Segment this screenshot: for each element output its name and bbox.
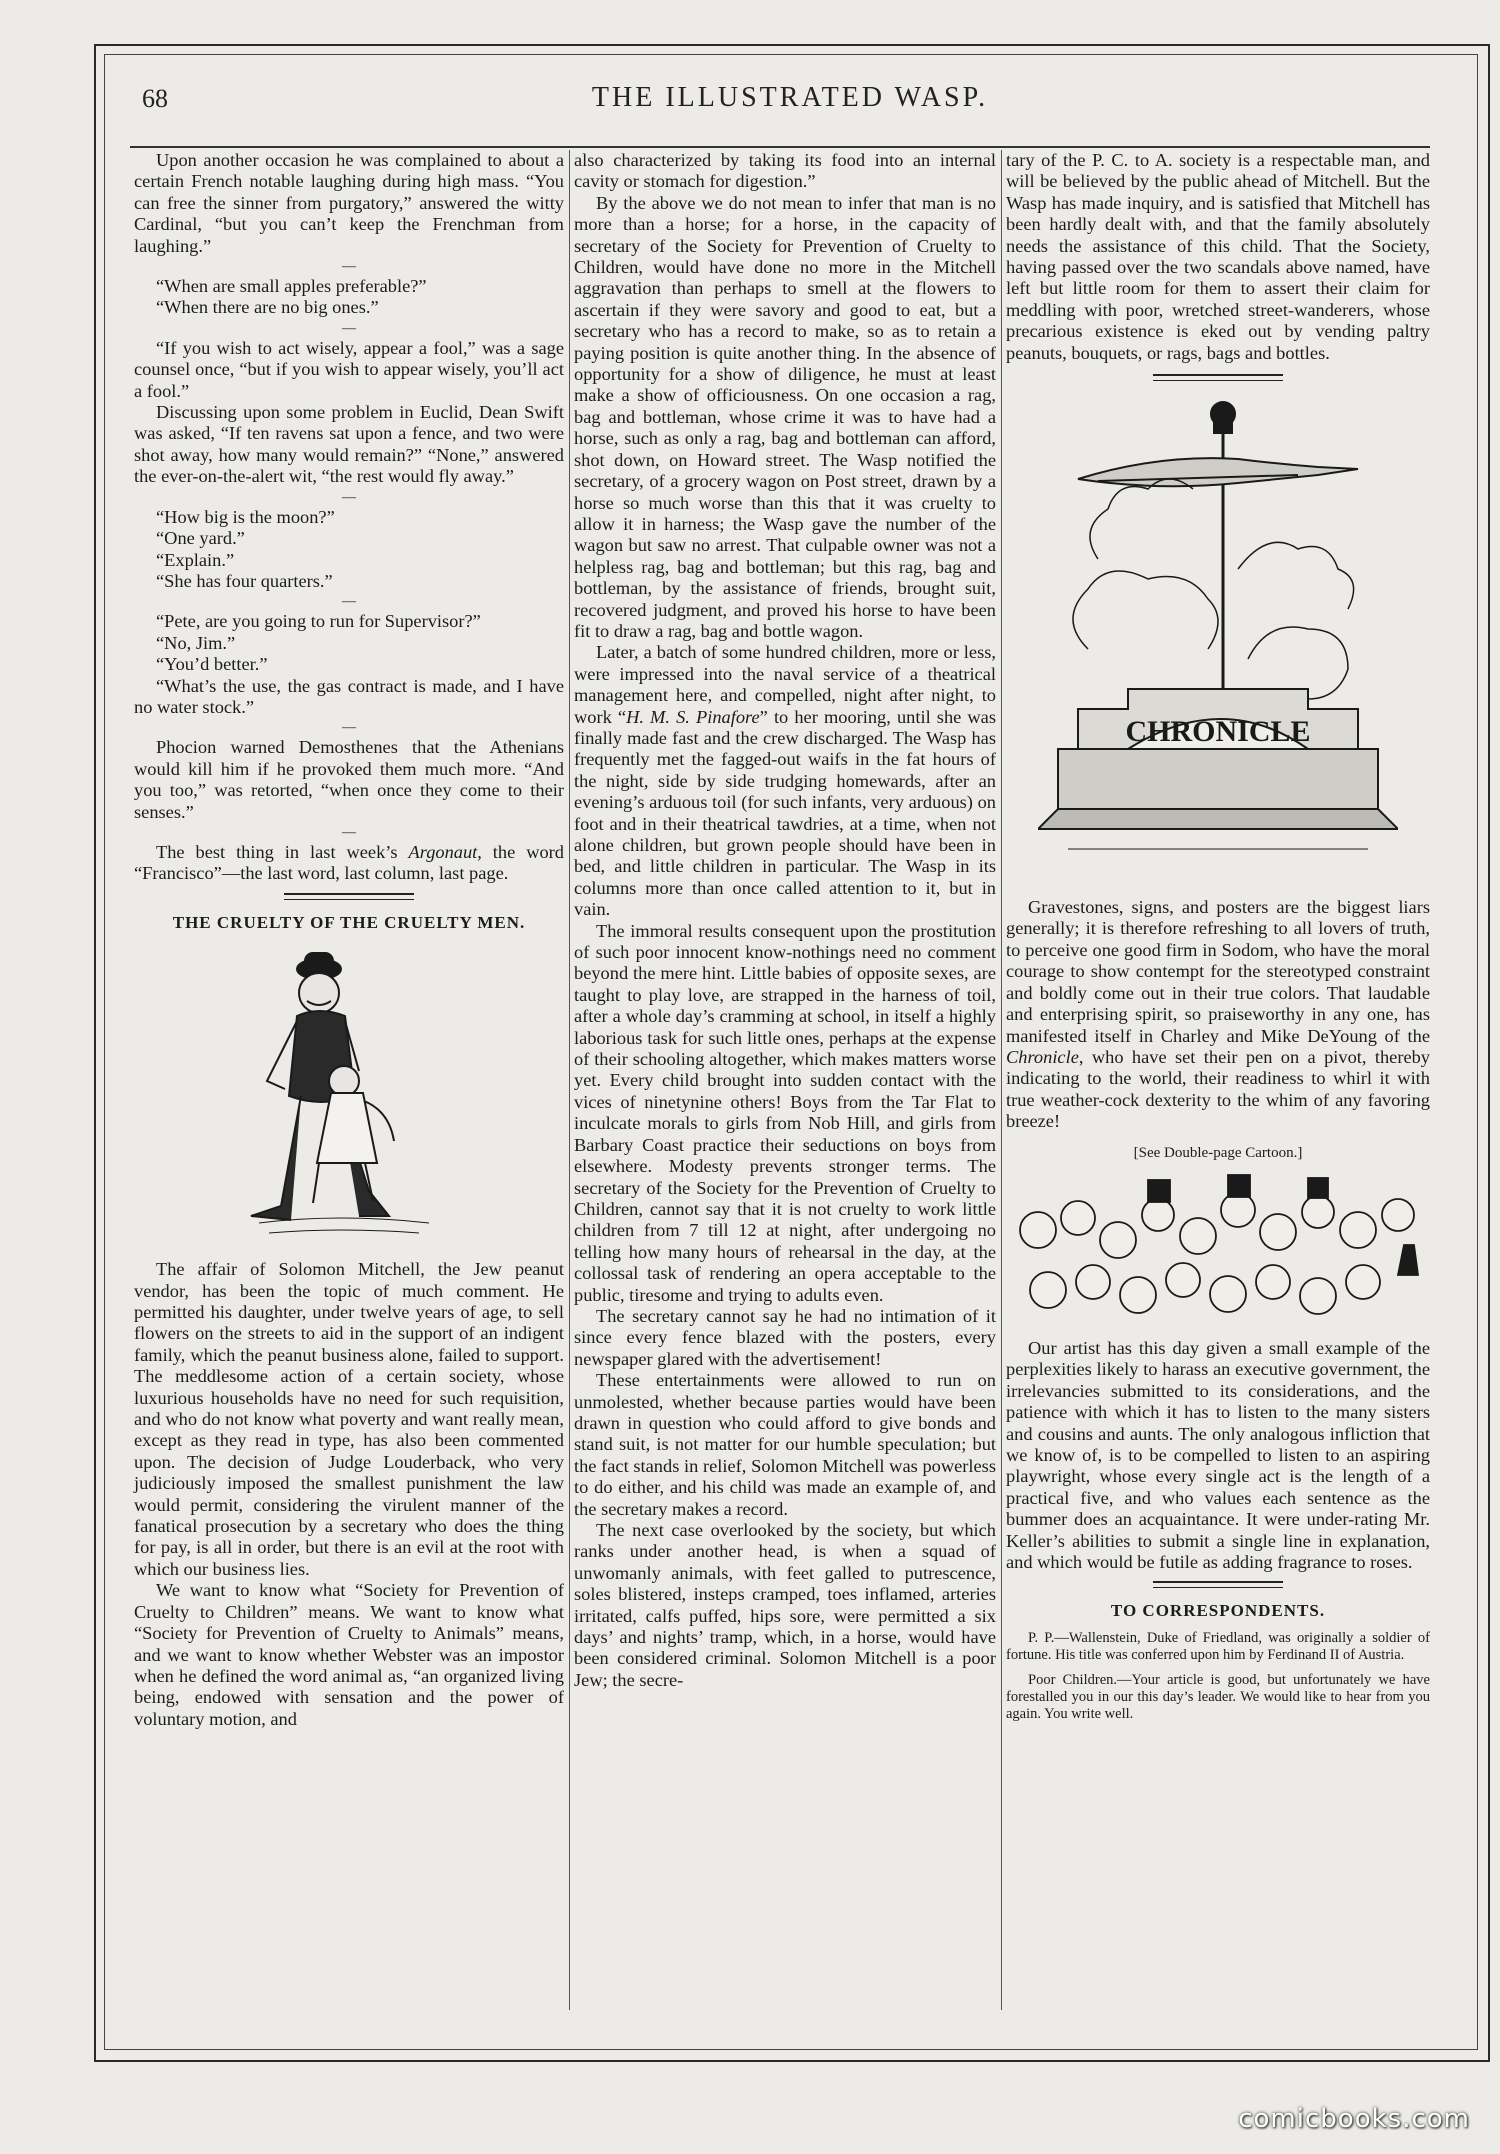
paragraph: The affair of Solomon Mitchell, the Jew peanut vendor, has been the topic of much comment. He permitted his daughter, under twelve years of age, to sell flowers on the streets to aid in the support of an indigent family, which the peanut business alone, failed to support. The meddlesome action of a certain society, whose luxurious households have no need for such requisition, and who do not know what poverty and want really mean, except as they read in type, has also been commented upon. The decision of Judge Louderback, who very judiciously imposed the smallest punishment the law would permit, considering the virulent manner of the fanatical prosecution by a secretary who does the thing for pay, is all in order, but there is an evil at the root with which our business lies. xyxy=(134,1259,564,1579)
column-3 xyxy=(1006,150,1430,1723)
section-rule xyxy=(1153,1581,1283,1588)
column-2 xyxy=(574,150,996,1691)
chronicle-sign-text: CHRONICLE xyxy=(1125,715,1311,749)
paragraph: Phocion warned Demosthenes that the Athenians would kill him if he provoked them much more. “And you too,” was retorted, “when once they come to their senses.” xyxy=(134,737,564,822)
correspondent-note: Poor Children.—Your article is good, but unfortunately we have forestalled you in our this day’s leader. We would like to hear from you again. You write well. xyxy=(1006,1671,1430,1722)
paragraph: We want to know what “Society for Prevention of Cruelty to Children” means. We want to know what “Society for Prevention of Cruelty to Animals” means, and we want to know whether Webster was an impostor when he defined the word animal as, “an organized living being, endowed with sensation and the power of voluntary motion, and xyxy=(134,1580,564,1729)
cartoon-caption: [See Double-page Cartoon.] xyxy=(1133,1144,1303,1161)
column-1 xyxy=(134,150,564,1730)
paragraph: By the above we do not mean to infer that man is no more than a horse; for a horse, in the capacity of secretary of the Society for Prevention of Cruelty to Children, would have done no more in the Mitchell aggravation than perhaps to smell at the flowers to ascertain if they were savory and good to eat, but a secretary who has a record to make, so as to retain a paying position is quite another thing. In the absence of opportunity for a show of diligence, he must at least make a show of officiousness. On one occasion a rag, bag and bottleman, whose crime it was to have had a horse, such as only a rag, bag and bottleman can afford, shot down, on Howard street. The Wasp notified the secretary, of a grocery wagon on Post street, drawn by a horse so much worse than this that it was cruelty to allow it in harness; the Wasp gave the number of the wagon but saw no arrest. That culpable owner was not a helpless rag, bag and bottleman; but this rag, bag and bottleman, by the assistance of friends, brought suit, recovered judgment, and proved his horse to have been fit to draw a rag, bag and bottle wagon. xyxy=(574,192,996,641)
section-rule xyxy=(284,893,414,900)
crowd-of-faces-illustration xyxy=(1008,1170,1428,1330)
correspondents-title: TO CORRESPONDENTS. xyxy=(1110,1601,1326,1621)
column-divider xyxy=(1001,150,1002,2010)
paragraph: The secretary cannot say he had no intimation of it since every fence blazed with the posters, every newspaper glared with the advertisement! xyxy=(574,1305,996,1369)
paragraph: Later, a batch of some hundred children, more or less, were impressed into the naval service of a theatrical management here, and compelled, night after night, to work “H. M. S. Pinafore” to her mooring, until she was finally made fast and the crew discharged. The Wasp has frequently met the fagged-out waifs in the fat hours of the night, side by side trudging homewards, after an evening’s arduous toil (for such infants, very arduous) on foot and in their theatrical tawdries, at a time, when not alone children, but grown people should have been in bed, and little children in particular. The Wasp in its columns more than once called attention to it, but in vain. xyxy=(574,642,997,920)
separator-dash: — xyxy=(342,259,356,275)
paragraph: also characterized by taking its food into an internal cavity or stomach for digestion.” xyxy=(574,150,996,192)
joke-line: “Explain.” xyxy=(156,549,235,570)
separator-dash: — xyxy=(342,824,356,840)
weathervane-pen-chronicle-illustration xyxy=(1038,389,1398,889)
page-header xyxy=(112,80,1468,124)
joke-line: “You’d better.” xyxy=(156,654,268,675)
section-title: THE CRUELTY OF THE CRUELTY MEN. xyxy=(172,912,526,932)
separator-dash: — xyxy=(342,489,356,505)
joke-line: “When are small apples preferable?” xyxy=(156,276,427,297)
paragraph: The immoral results consequent upon the prostitution of such poor innocent know-nothings need no comment beyond the mere hint. Little babies of opposite sexes, are taught to play love, are strapped in the harness of toil, after a whole day’s cramming at school, in itself a highly laborious task for such little ones, perhaps at the expense of their schooling altogether, which makes matters worse yet. Every child brought into sudden contact with the vices of ninetynine others! Boys from the Tar Flat to inculcate morals to girls from Nob Hill, and girls from Barbary Coast practice their seductions on boys from elsewhere. Modesty prevents stronger terms. The secretary of the Society for the Prevention of Cruelty to Children, cannot say that it is not cruelty to work little children from 7 till 12 at night, after undergoing no telling how many hours of rehearsal in the day, at the collossal task of rendering an opera acceptable to the public, tiresome and trying to adults even. xyxy=(574,920,996,1305)
joke-line: “When there are no big ones.” xyxy=(156,297,379,318)
paragraph: Gravestones, signs, and posters are the biggest liars generally; it is therefore refreshing to all lovers of truth, to perceive one good firm in Sodom, who have the moral courage to show contempt for the stereotyped constraint and boldly come out in their true colors. That laudable and enterprising spirit, so praiseworthy in any one, has manifested itself in Charley and Mike DeYoung of the Chronicle, who have set their pen on a pivot, thereby indicating to the world, their readiness to whirl it with true weather-cock dexterity to the whim of any favoring breeze! xyxy=(1006,897,1430,1132)
paragraph: Our artist has this day given a small example of the perplexities likely to harass an executive government, the irrelevancies submitted to its considerations, and the patience with which it has to listen to the many sisters and cousins and aunts. The only analogous infliction that we know of, is to be compelled to listen to an aspiring playwright, whose every single act is the length of a practical five, and who values each sentence as the bummer does an acquaintance. It were under-rating Mr. Keller’s abilities to submit a single line in explanation, and which would be futile as adding fragrance to roses. xyxy=(1006,1337,1430,1572)
joke-line: “Pete, are you going to run for Supervisor?” xyxy=(156,611,481,632)
header-rule xyxy=(130,146,1430,148)
joke-line: “What’s the use, the gas contract is made, and I have no water stock.” xyxy=(134,675,564,717)
paragraph: These entertainments were allowed to run on unmolested, whether because parties would have been drawn in question who could afford to give bonds and stand suit, is not matter for our humble speculation; but the fact stands in relief, Solomon Mitchell was powerless to do either, and his child was made an example of, and the secretary makes a record. xyxy=(574,1370,996,1519)
joke-line: “No, Jim.” xyxy=(156,632,236,653)
paragraph: Upon another occasion he was complained to about a certain French notable laughing during high mass. “You can free the sinner from purgatory,” answered the witty Cardinal, “but you can’t keep the Frenchman from laughing.” xyxy=(134,150,564,256)
paragraph: Discussing upon some problem in Euclid, Dean Swift was asked, “If ten ravens sat upon a fence, and two were shot away, how many would remain?” “None,” answered the ever-on-the-alert wit, “the rest would fly away.” xyxy=(134,402,564,487)
paragraph: The best thing in last week’s Argonaut, the word “Francisco”—the last word, last column, last page. xyxy=(134,841,564,884)
watermark: comicbooks.com xyxy=(1238,2104,1470,2134)
section-rule xyxy=(1153,374,1283,381)
joke-line: “How big is the moon?” xyxy=(156,506,335,527)
masthead-title: THE ILLUSTRATED WASP. xyxy=(591,82,989,113)
correspondent-note: P. P.—Wallenstein, Duke of Friedland, was originally a soldier of fortune. His title was conferred upon him by Ferdinand II of Austria. xyxy=(1006,1629,1430,1663)
paragraph: “If you wish to act wisely, appear a fool,” was a sage counsel once, “but if you wish to appear wisely, you’ll act a fool.” xyxy=(134,337,564,401)
policeman-and-child-illustration xyxy=(239,941,459,1251)
separator-dash: — xyxy=(342,594,356,610)
column-divider xyxy=(569,150,570,2010)
paragraph: The next case overlooked by the society, but which ranks under another head, is when a squad of unwomanly animals, with feet galled to putrescence, soles blistered, insteps cramped, toes inflamed, arteries irritated, calfs puffed, hips sore, were permitted a six days’ and nights’ tramp, which, in a horse, would have been considered criminal. Solomon Mitchell is a poor Jew; the secre- xyxy=(574,1520,996,1690)
separator-dash: — xyxy=(342,320,356,336)
joke-line: “She has four quarters.” xyxy=(156,570,333,591)
paragraph: tary of the P. C. to A. society is a respectable man, and will be believed by the public ahead of Mitchell. But the Wasp has made inquiry, and is satisfied that Mitchell has been hardly dealt with, and that the family absolutely needs the assistance of this child. That the Society, having passed over the two scandals above named, have left but little room for them to assert their claim for meddling with poor, wretched street-wanderers, whose precarious existence is eked out by vending paltry peanuts, bouquets, or rags, bags and bottles. xyxy=(1006,150,1430,363)
joke-line: “One yard.” xyxy=(156,528,245,549)
separator-dash: — xyxy=(342,720,356,736)
page-number: 68 xyxy=(142,84,168,113)
